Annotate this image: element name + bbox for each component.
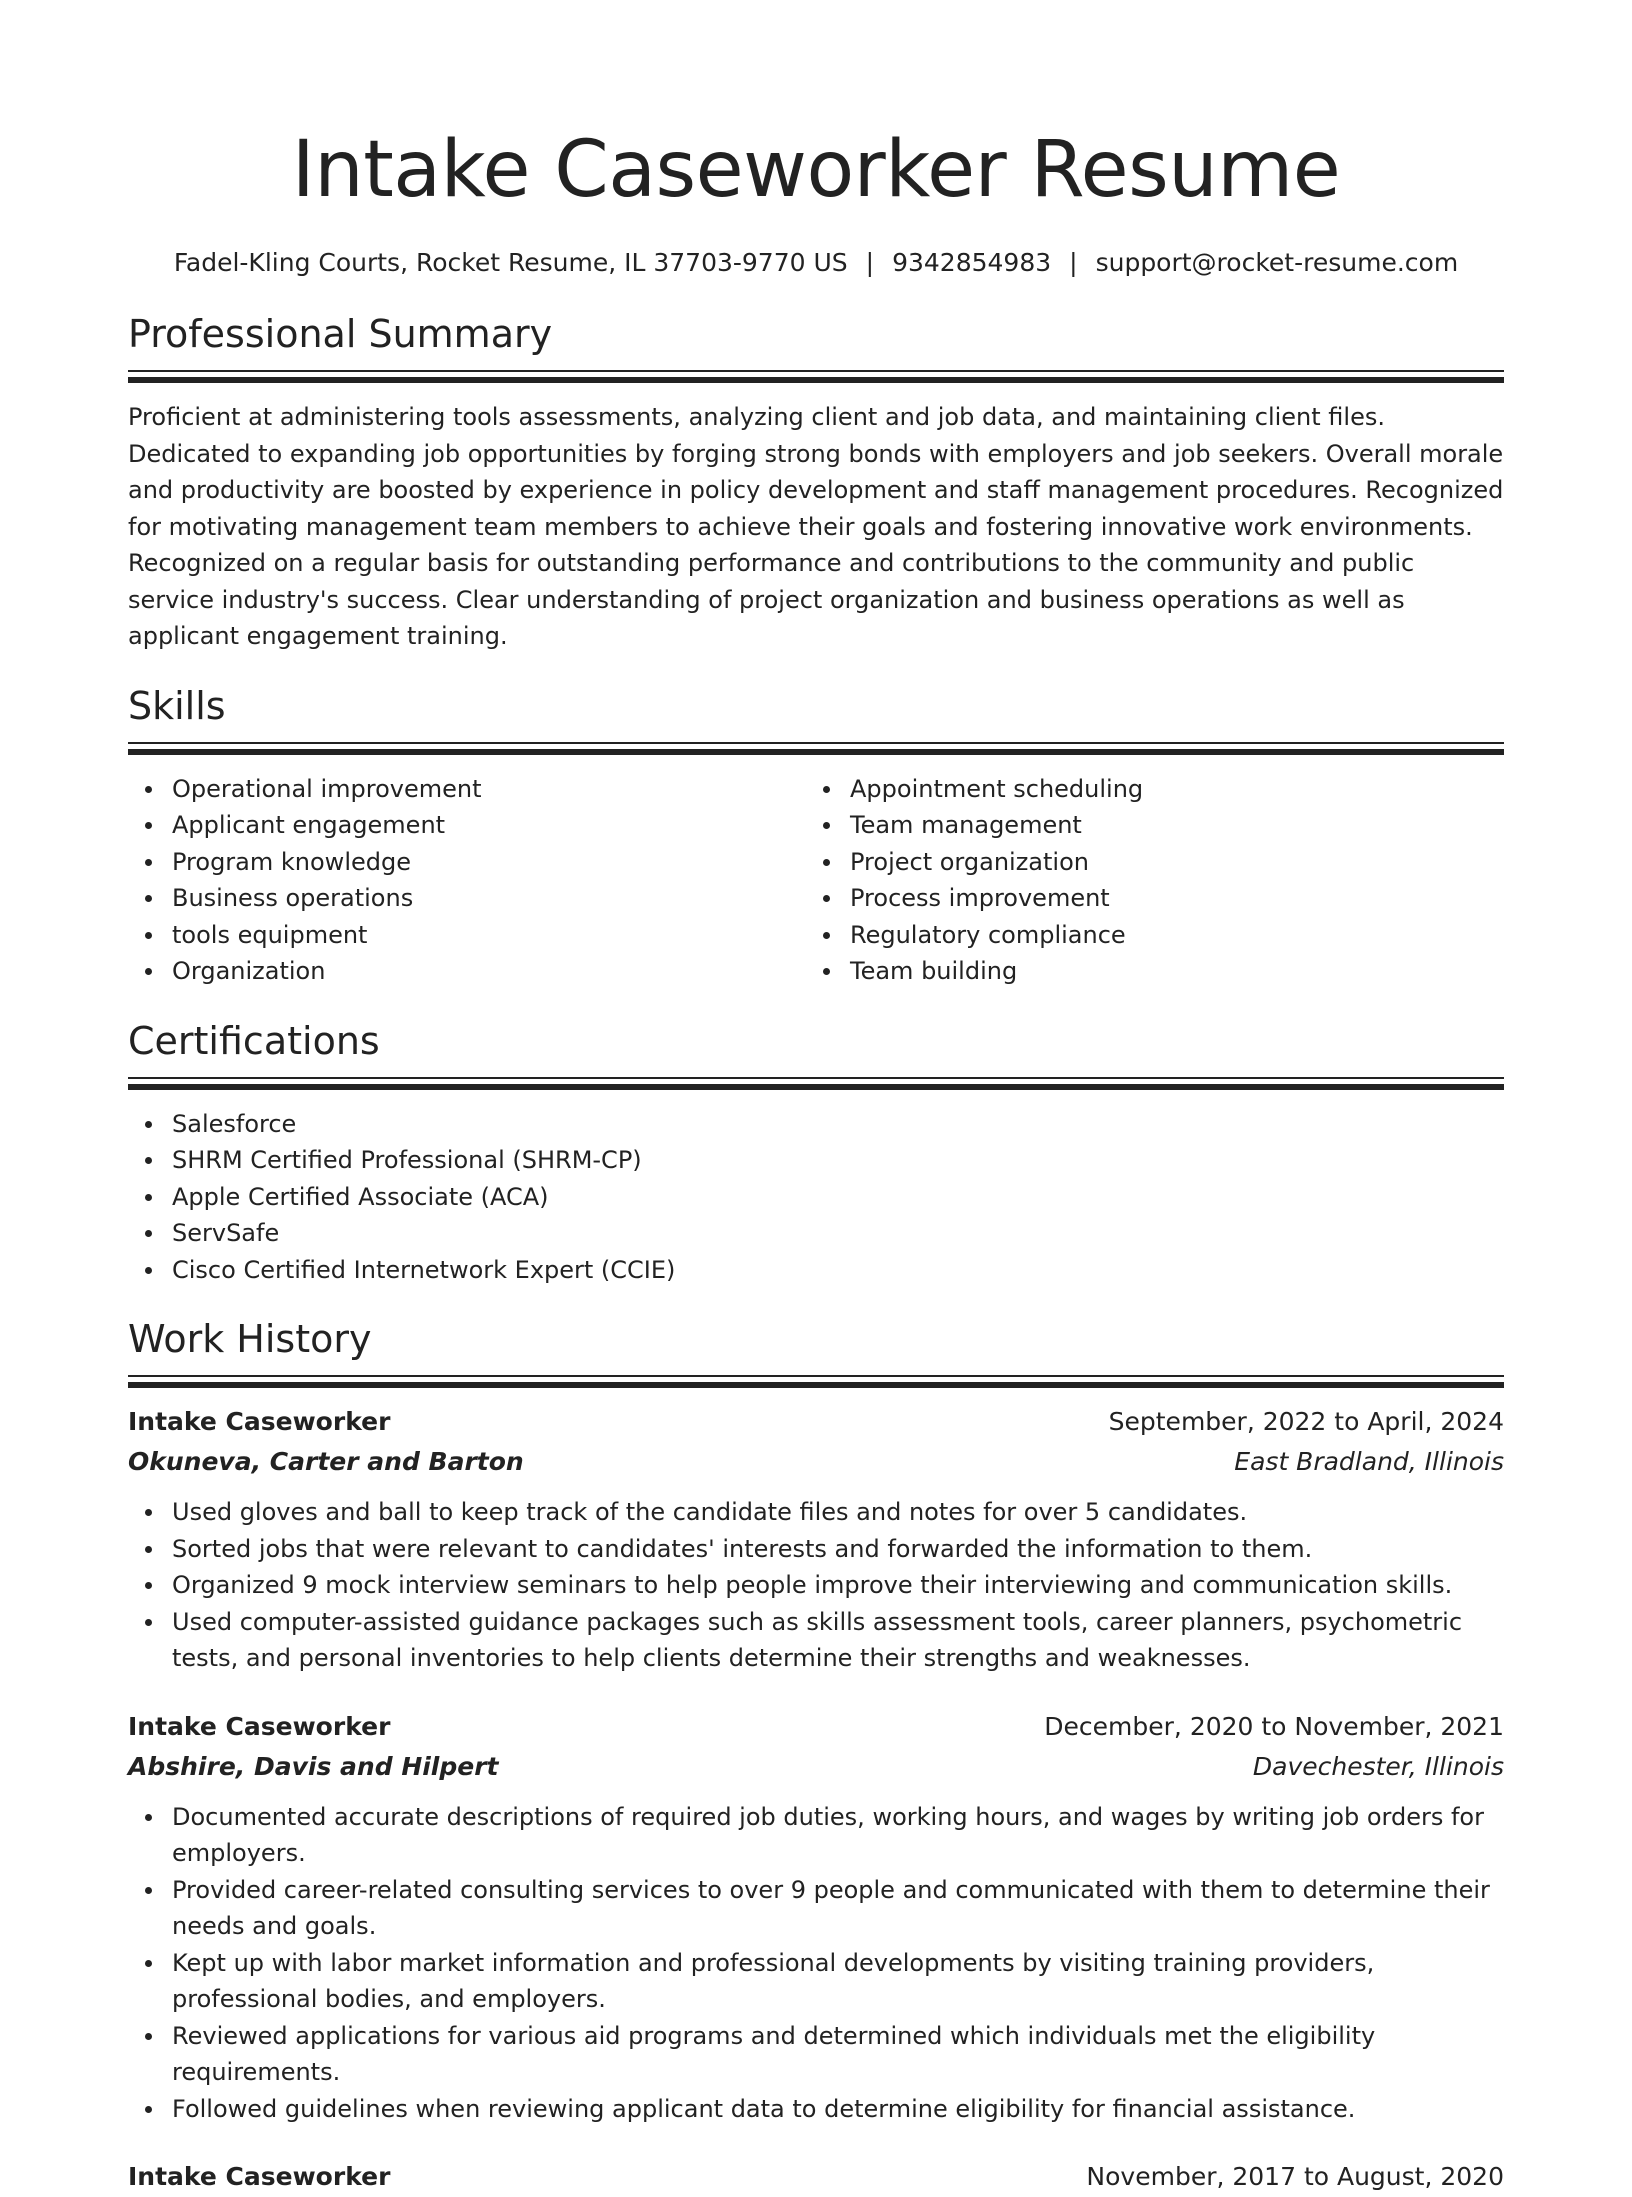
section-divider: [128, 742, 1504, 744]
certifications-list: [128, 1106, 1504, 1289]
work-history-section: [128, 1313, 1504, 2197]
job-dates: December, 2020 to November, 2021: [1044, 1711, 1504, 1741]
skill-item: Program knowledge: [128, 844, 806, 881]
section-divider: [128, 1375, 1504, 1377]
job-bullet: Documented accurate descriptions of required job duties, working hours, and wages by writing job orders for employers.: [128, 1799, 1504, 1872]
job-bullet: Used gloves and ball to keep track of the candidate files and notes for over 5 candidates.: [128, 1494, 1504, 1531]
section-divider: [128, 1077, 1504, 1079]
skill-item: Team building: [806, 953, 1484, 990]
job-subheader: [128, 1442, 1504, 1482]
contact-line: [128, 246, 1504, 280]
address-text: Fadel-Kling Courts, Rocket Resume, IL 37703-9770 US: [173, 248, 848, 277]
certification-item: SHRM Certified Professional (SHRM-CP): [128, 1142, 1504, 1179]
certification-item: Apple Certified Associate (ACA): [128, 1179, 1504, 1216]
phone-text: 9342854983: [892, 248, 1052, 277]
skill-item: Business operations: [128, 880, 806, 917]
resume-page: [128, 0, 1504, 2197]
section-divider: [128, 1382, 1504, 1388]
skill-item: Appointment scheduling: [806, 771, 1484, 808]
job-dates: November, 2017 to August, 2020: [1086, 2162, 1504, 2191]
skill-item: tools equipment: [128, 917, 806, 954]
skill-item: Team management: [806, 807, 1484, 844]
skills-section: [128, 680, 1504, 990]
contact-separator: |: [865, 248, 875, 277]
job-header: [128, 1707, 1504, 1747]
job-location: Davechester, Illinois: [1252, 1751, 1504, 1781]
certification-item: Cisco Certified Internetwork Expert (CCIE): [128, 1252, 1504, 1289]
skill-item: Project organization: [806, 844, 1484, 881]
job-subheader: [128, 1747, 1504, 1787]
job-entry: [128, 1707, 1504, 2128]
summary-section: [128, 308, 1504, 655]
job-bullet: Organized 9 mock interview seminars to help people improve their interviewing and communication skills.: [128, 1567, 1504, 1604]
job-company: Okuneva, Carter and Barton: [128, 1447, 524, 1476]
skill-item: Applicant engagement: [128, 807, 806, 844]
job-entry: [128, 2157, 1504, 2197]
job-dates: September, 2022 to April, 2024: [1108, 1407, 1504, 1436]
skill-item: Operational improvement: [128, 771, 806, 808]
job-bullet: Sorted jobs that were relevant to candidates' interests and forwarded the information to them.: [128, 1531, 1504, 1568]
job-title: Intake Caseworker: [128, 2162, 391, 2191]
skill-item: Regulatory compliance: [806, 917, 1484, 954]
job-bullet: Kept up with labor market information and professional developments by visiting training providers, professional bodies, and employers.: [128, 1945, 1504, 2018]
skills-list-left: [128, 771, 806, 990]
summary-heading: Professional Summary: [128, 312, 553, 356]
work-history-heading: Work History: [128, 1317, 372, 1361]
job-header: [128, 1402, 1504, 1442]
skill-item: Process improvement: [806, 880, 1484, 917]
skills-list-right: [806, 771, 1484, 990]
job-bullet: Followed guidelines when reviewing applicant data to determine eligibility for financial assistance.: [128, 2091, 1504, 2128]
job-header: [128, 2157, 1504, 2197]
skill-item: Organization: [128, 953, 806, 990]
job-bullets: [128, 1799, 1504, 2128]
job-bullet: Used computer-assisted guidance packages such as skills assessment tools, career planners, psychometric tests, and personal inventories to help clients determine their strengths and weaknesses.: [128, 1604, 1504, 1677]
resume-title: Intake Caseworker Resume: [291, 125, 1341, 215]
certification-item: Salesforce: [128, 1106, 1504, 1143]
job-company: Abshire, Davis and Hilpert: [128, 1751, 499, 1781]
job-bullet: Reviewed applications for various aid programs and determined which individuals met the eligibility requirements.: [128, 2018, 1504, 2091]
job-entry: [128, 1402, 1504, 1677]
certification-item: ServSafe: [128, 1215, 1504, 1252]
email-text: support@rocket-resume.com: [1095, 248, 1459, 277]
job-title: Intake Caseworker: [128, 1711, 391, 1741]
section-divider: [128, 370, 1504, 372]
contact-separator: |: [1069, 248, 1078, 277]
section-divider: [128, 749, 1504, 755]
job-location: East Bradland, Illinois: [1234, 1447, 1504, 1476]
certifications-heading: Certifications: [128, 1018, 380, 1063]
job-bullets: [128, 1494, 1504, 1677]
certifications-section: [128, 1015, 1504, 1289]
skills-heading: Skills: [128, 683, 226, 728]
job-title: Intake Caseworker: [128, 1407, 391, 1436]
summary-text: Proficient at administering tools assessments, analyzing client and job data, and maintaining client files. Dedicated to expanding job opportunities by forging strong bonds with employers and job seekers. Overall morale and productivity are boosted by experience in policy development and staff management procedures. Recognized for motivating management team members to achieve their goals and fostering innovative work environments. Recognized on a regular basis for outstanding performance and contributions to the community and public service industry's success. Clear understanding of project organization and business operations as well as applicant engagement training.: [128, 403, 1504, 650]
section-divider: [128, 1084, 1504, 1090]
skills-grid: [128, 771, 1504, 990]
job-bullet: Provided career-related consulting services to over 9 people and communicated with them to determine their needs and goals.: [128, 1872, 1504, 1945]
section-divider: [128, 377, 1504, 383]
